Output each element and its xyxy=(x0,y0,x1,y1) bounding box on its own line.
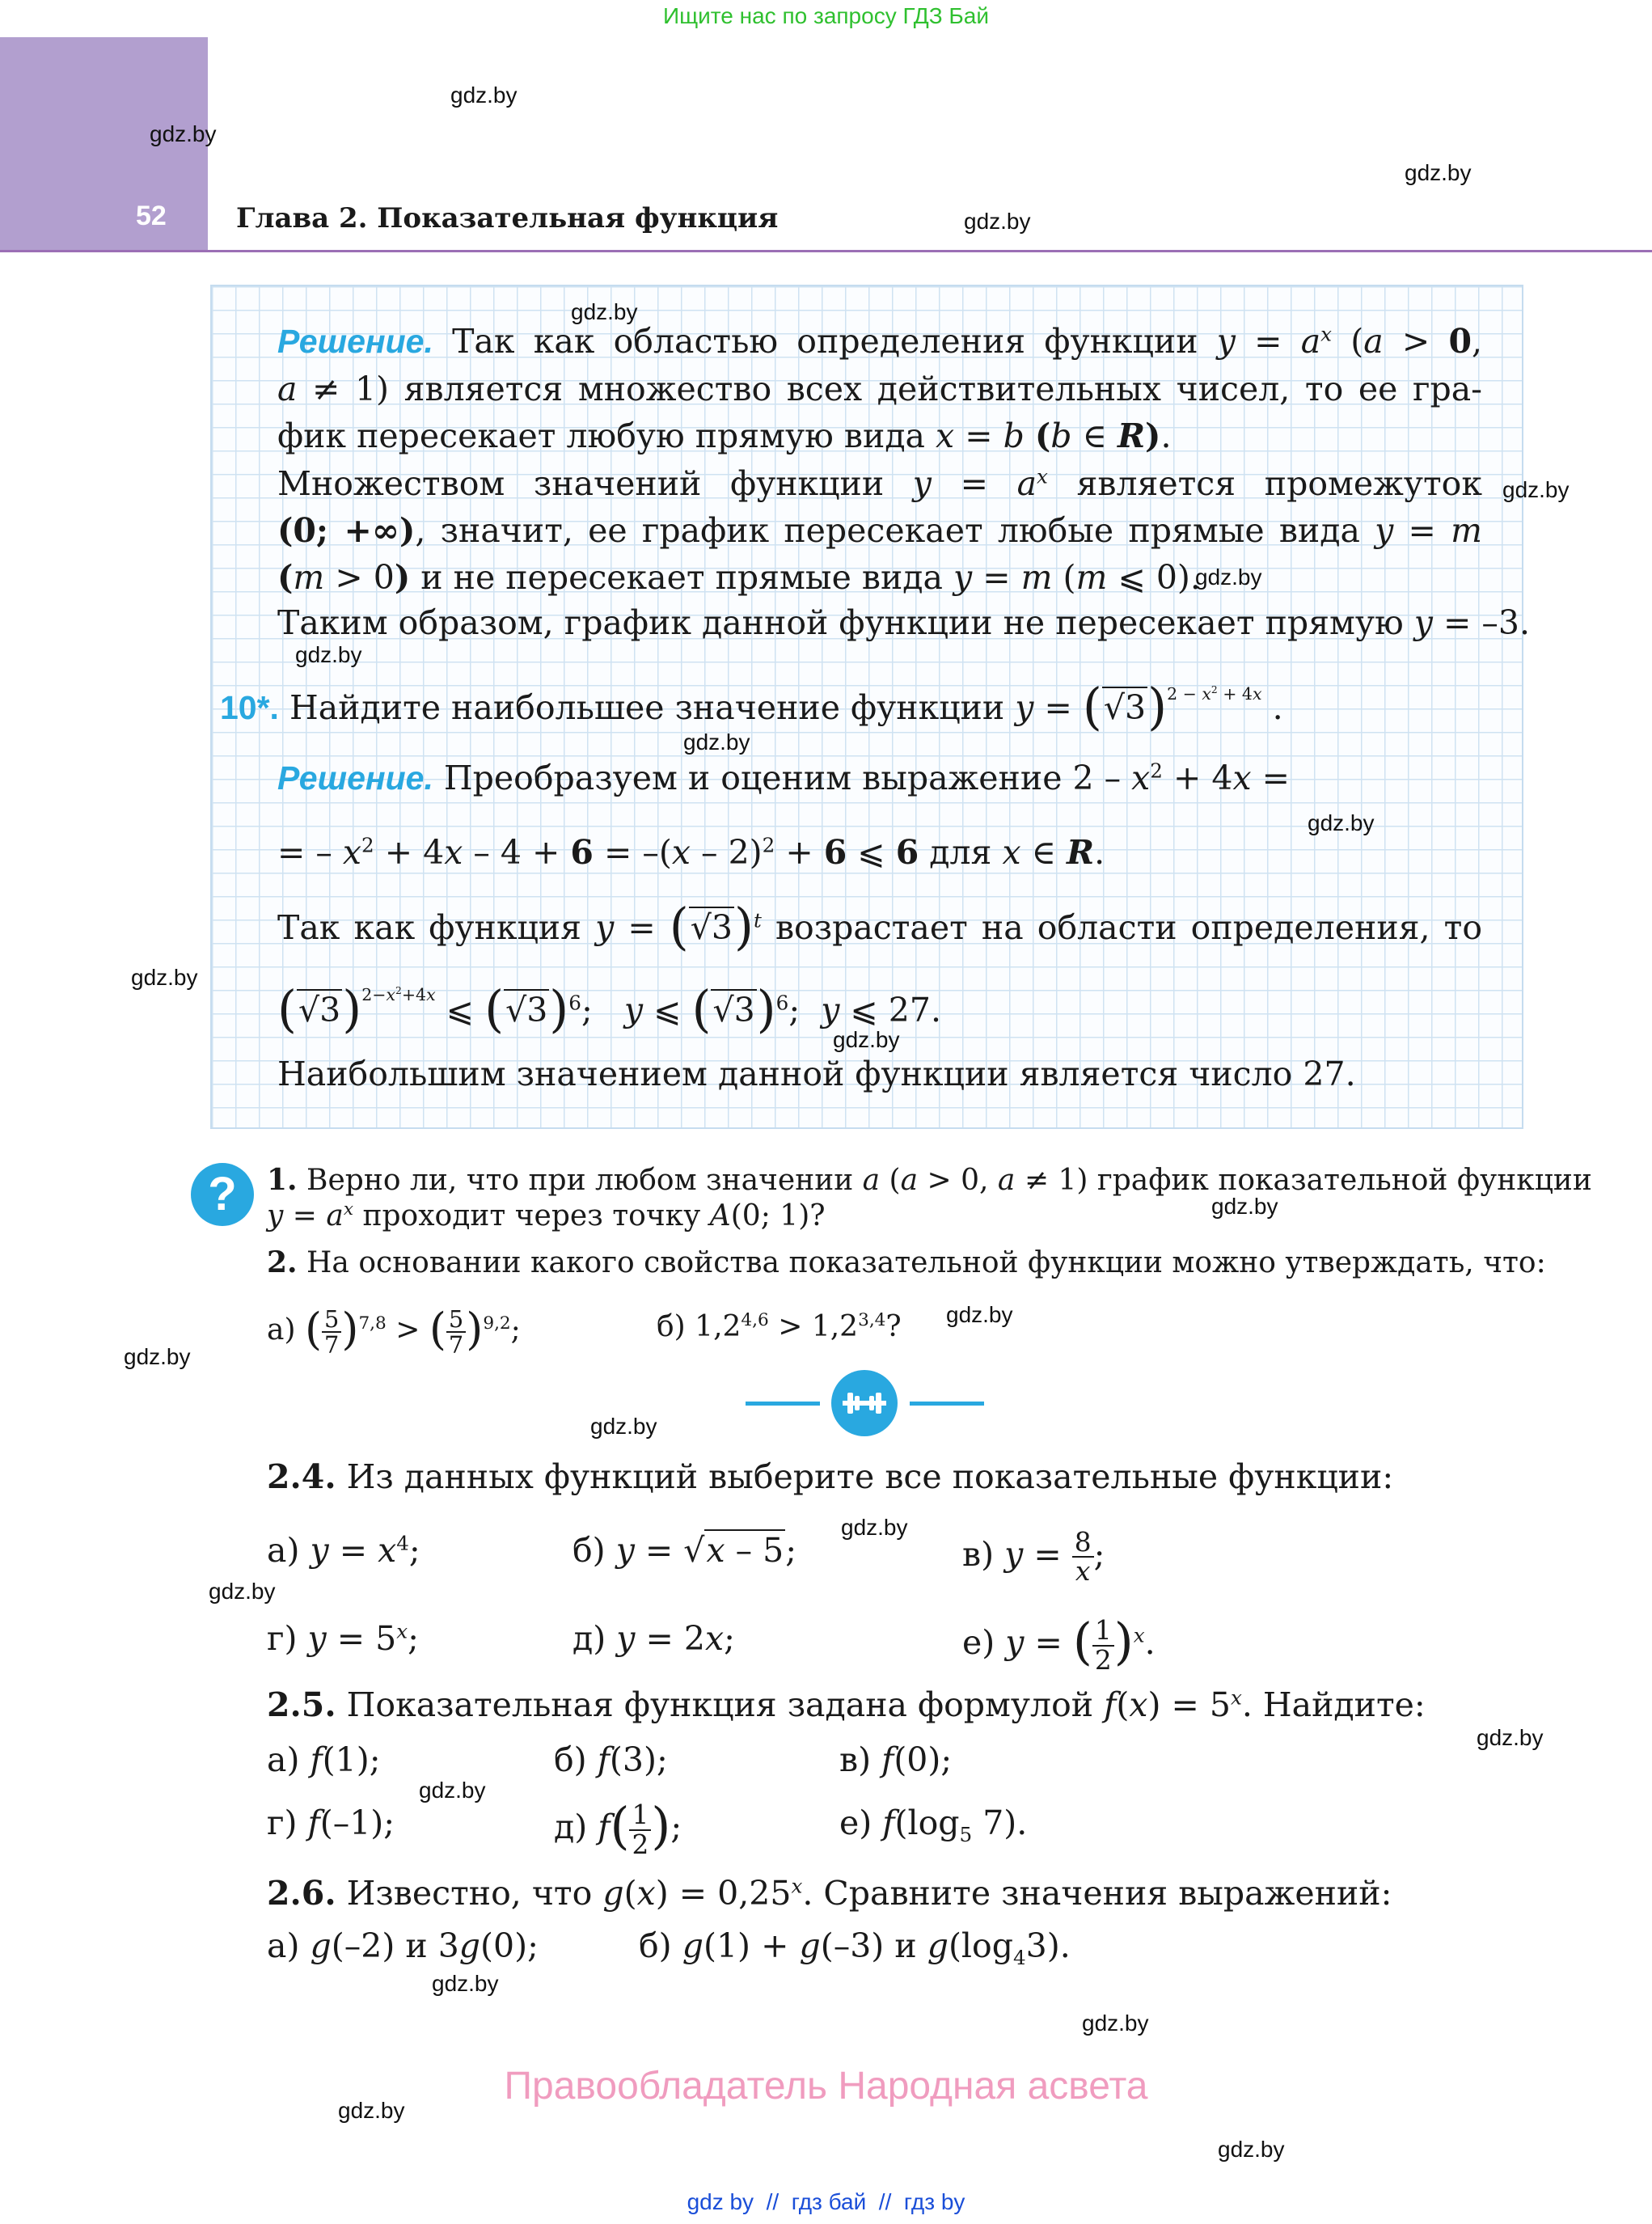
exercise-2-5-g: г) f(–1); xyxy=(267,1803,395,1842)
exercise-2-4: 2.4. Из данных функций выберите все показательные функции: xyxy=(267,1457,1394,1496)
watermark: gdz.by xyxy=(1218,2137,1285,2162)
watermark: gdz.by xyxy=(450,82,518,108)
watermark: gdz.by xyxy=(590,1414,657,1439)
header-rule xyxy=(0,250,1652,252)
solution2-line-4: $(√3)^{2-x^2+4x}$ ⩽ $(√3)^6$; y ⩽ $(√3)^6$; y ⩽ 27. xyxy=(277,980,942,1038)
rights-holder: Правообладатель Народная асвета xyxy=(504,2065,1148,2108)
exercise-10: 10*. Найдите наибольшее значение функции $y = (√3)^{2 - x^2 + 4x}$ . xyxy=(220,678,1283,736)
question-1-line-1: 1. Верно ли, что при любом значении a (a > 0, a ≠ 1) график показательной функции xyxy=(267,1163,1592,1197)
solution2-line-5: Наибольшим значением данной функции является число 27. xyxy=(277,1055,1356,1093)
exercise-2-4-v: в) y = $\frac{8}{x}$ ; xyxy=(962,1527,1105,1588)
watermark: gdz.by xyxy=(571,299,638,324)
watermark: gdz.by xyxy=(419,1778,486,1803)
exercise-2-5-v: в) f(0); xyxy=(839,1740,953,1779)
exercise-2-5-b: б) f(3); xyxy=(554,1740,668,1779)
watermark: gdz.by xyxy=(1477,1725,1544,1750)
watermark: gdz.by xyxy=(1211,1194,1278,1219)
chapter-title: Глава 2. Показательная функция xyxy=(236,202,779,235)
watermark: gdz.by xyxy=(833,1027,900,1052)
solution2-line-3: Так как функция $y = (√3)^t$ возрастает на области определения, то xyxy=(277,898,1483,956)
watermark: gdz.by xyxy=(1405,160,1472,185)
footer-links[interactable]: gdz by // гдз бай // гдз by xyxy=(687,2189,965,2214)
exercise-2-4-d: д) y = 2x; xyxy=(572,1619,735,1658)
question-1-line-2: $y = a^x$ проходит через точку A(0; 1)? xyxy=(267,1199,826,1233)
top-banner: Ищите нас по запросу ГДЗ Бай xyxy=(662,3,990,28)
solution-label: Решение. xyxy=(277,323,433,360)
solution2-line-1: Решение. Преобразуем и оценим выражение $2 - x^2 + 4x$ = xyxy=(277,759,1290,797)
solution-label-2: Решение. xyxy=(277,759,433,797)
exercise-2-4-g: г) $y = 5^x$; xyxy=(267,1619,419,1658)
solution-line-5: (0; +∞), значит, ее график пересекает любые прямые вида y = m xyxy=(277,511,1482,550)
question-2: 2. На основании какого свойства показательной функции можно утверждать, что: xyxy=(267,1245,1546,1279)
exercise-2-5-a: а) f(1); xyxy=(267,1740,381,1779)
watermark: gdz.by xyxy=(209,1579,276,1604)
watermark: gdz.by xyxy=(295,642,362,667)
solution-line-4: Множеством значений функции $y = a^x$ является промежуток xyxy=(277,464,1482,503)
solution-line-1: Решение. Так как областью определения функции $y = a^x$ (a > 0, xyxy=(277,322,1483,361)
page-number: 52 xyxy=(136,201,167,231)
exercise-2-5: 2.5. Показательная функция задана формулой $f(x) = 5^x$. Найдите: xyxy=(267,1685,1426,1724)
question-2-a: а) ( $\frac{5}{7}$ )$^{7,8}$ > ( $\frac{5}{7}$ )$^{9,2}$; xyxy=(267,1304,521,1359)
solution-line-2: a ≠ 1) является множество всех действительных чисел, то ее гра- xyxy=(277,370,1482,408)
watermark: gdz.by xyxy=(338,2098,405,2123)
watermark: gdz.by xyxy=(1502,477,1570,502)
section-divider-right xyxy=(910,1402,984,1406)
watermark: gdz.by xyxy=(432,1971,499,1996)
solution-line-7: Таким образом, график данной функции не пересекает прямую y = –3. xyxy=(277,603,1530,642)
exercise-2-4-b: б) y = √x – 5; xyxy=(572,1531,797,1570)
solution-line-3: фик пересекает любую прямую вида x = b (b ∈ R). xyxy=(277,416,1172,455)
exercise-2-6-a: а) g(–2) и 3g(0); xyxy=(267,1926,539,1965)
watermark: gdz.by xyxy=(964,209,1031,234)
watermark: gdz.by xyxy=(1082,2010,1149,2036)
watermark: gdz.by xyxy=(1308,810,1375,835)
question-icon xyxy=(191,1163,254,1226)
exercise-2-4-e: е) y = ( $\frac{1}{2}$ )$^x$. xyxy=(962,1613,1156,1676)
watermark: gdz.by xyxy=(124,1344,191,1369)
exercise-2-4-a: а) $y = x^4$; xyxy=(267,1531,420,1570)
exercise-2-6-b: б) g(1) + g(–3) и $g(\log_43)$. xyxy=(639,1926,1071,1970)
question-mark: ? xyxy=(208,1168,237,1220)
watermark: gdz.by xyxy=(841,1515,908,1540)
watermark: gdz.by xyxy=(683,729,750,755)
exercise-2-5-d: д) f( $\frac{1}{2}$ ); xyxy=(554,1797,682,1860)
dumbbell-icon xyxy=(831,1370,898,1436)
exercise-2-6: 2.6. Известно, что $g(x) = 0,25^x$. Сравните значения выражений: xyxy=(267,1874,1392,1913)
question-2-b: б) $1,2^{4,6} > 1,2^{3,4}$? xyxy=(657,1310,902,1343)
solution2-line-2: = – $x^2 + 4x - 4 + 6 = -(x - 2)^2 + 6$ ⩽ 6 для x ∈ R. xyxy=(277,833,1105,872)
watermark: gdz.by xyxy=(150,121,217,146)
exercise-10-number: 10*. xyxy=(220,689,279,726)
solution-line-6: (m > 0) и не пересекает прямые вида y = m (m ⩽ 0). xyxy=(277,558,1201,597)
watermark: gdz.by xyxy=(946,1302,1013,1327)
section-divider-left xyxy=(746,1402,820,1406)
exercise-2-5-e: е) $f(\log_5$ 7). xyxy=(839,1803,1028,1847)
watermark: gdz.by xyxy=(1195,564,1262,590)
watermark: gdz.by xyxy=(131,965,198,990)
